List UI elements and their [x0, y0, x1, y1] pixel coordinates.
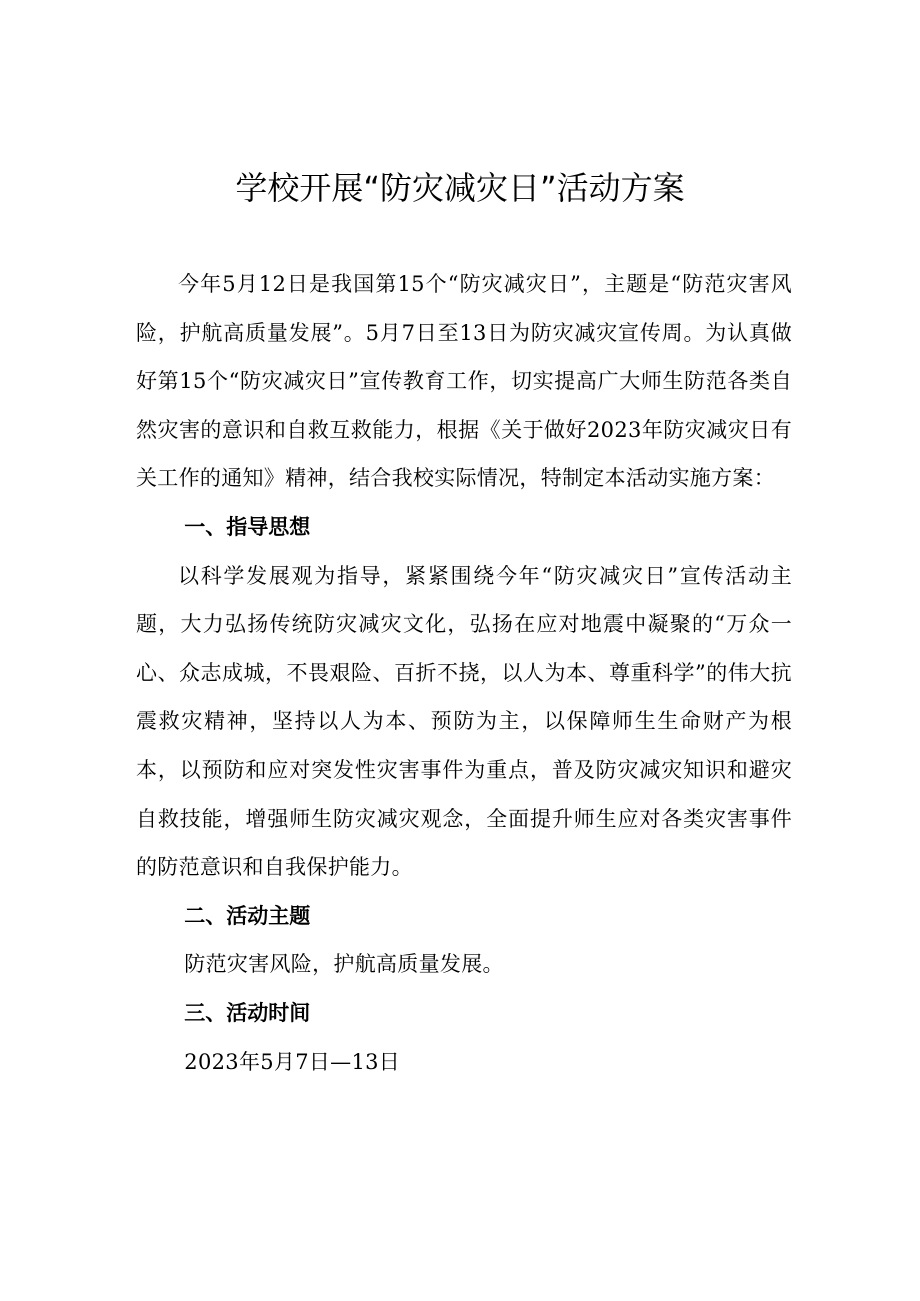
section-heading-activity-theme: 二、活动主题 [184, 903, 311, 928]
section-heading-guiding-ideology: 一、指导思想 [184, 514, 311, 539]
section-heading-activity-time: 三、活动时间 [184, 1000, 311, 1025]
section-text-activity-theme: 防范灾害风险，护航高质量发展。 [184, 952, 504, 977]
document-title: 学校开展“防灾减灾日”活动方案 [235, 169, 685, 207]
document-body [136, 260, 792, 1086]
section-text-guiding-ideology: 以科学发展观为指导，紧紧围绕今年“防灾减灾日”宣传活动主题，大力弘扬传统防灾减灾文化，弘扬在应对地震中凝聚的“万众一心、众志成城，不畏艰险、百折不挠，以人为本、尊重科学”的伟大抗震救灾精神，坚持以人为本、预防为主，以保障师生生命财产为根本，以预防和应对突发性灾害事件为重点，普及防灾减灾知识和避灾自救技能，增强师生防灾减灾观念，全面提升师生应对各类灾害事件的防范意识和自我保护能力。 [136, 563, 792, 880]
section-text-activity-time: 2023年5月7日—13日 [184, 1049, 401, 1074]
intro-paragraph: 今年5月12日是我国第15个“防灾减灾日”，主题是“防范灾害风险，护航高质量发展”。5月7日至13日为防灾减灾宣传周。为认真做好第15个“防灾减灾日”宣传教育工作，切实提高广大师生防范各类自然灾害的意识和自救互救能力，根据《关于做好2023年防灾减灾日有关工作的通知》精神，结合我校实际情况，特制定本活动实施方案： [136, 272, 792, 491]
